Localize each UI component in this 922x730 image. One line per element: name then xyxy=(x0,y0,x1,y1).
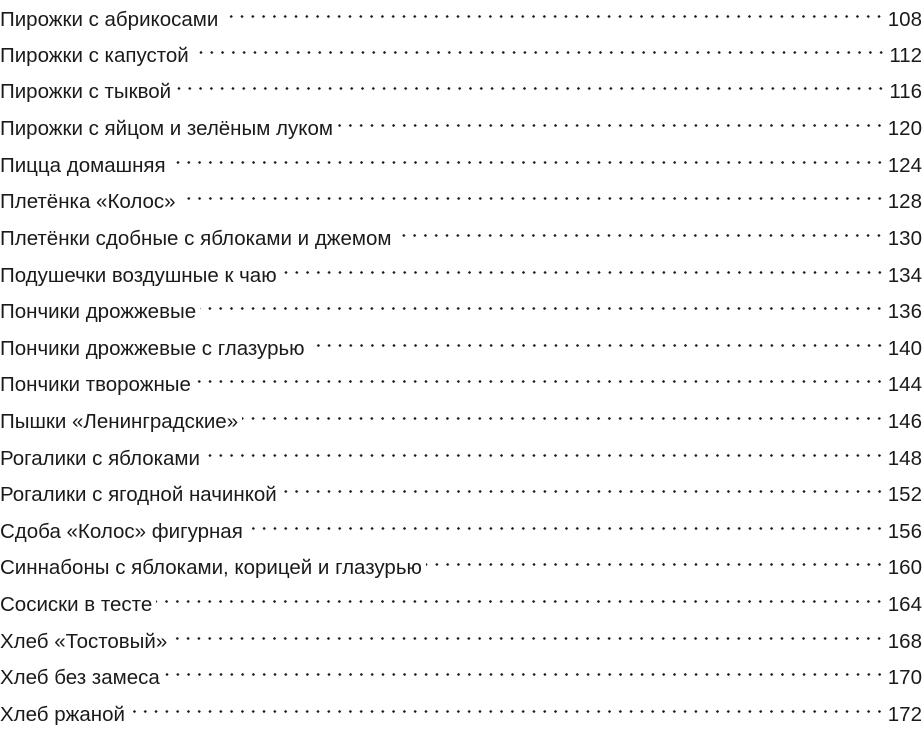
toc-entry-title: Пончики дрожжевые с глазурью xyxy=(0,337,305,360)
toc-entry[interactable] xyxy=(0,68,922,103)
toc-entry-page: 160 xyxy=(887,556,922,579)
toc-entry[interactable] xyxy=(0,215,922,250)
toc-entry-title: Плетёнки сдобные с яблоками и джемом xyxy=(0,227,392,250)
toc-entry[interactable] xyxy=(0,0,922,31)
toc-entry-page: 164 xyxy=(887,593,922,616)
dot-leader xyxy=(170,142,885,172)
toc-entry-title: Хлеб без замеса xyxy=(0,666,160,689)
toc-entry[interactable] xyxy=(0,471,922,506)
dot-leader xyxy=(281,471,885,501)
toc-entry-title: Пицца домашняя xyxy=(0,154,166,177)
toc-entry-title: Пирожки с абрикосами xyxy=(0,8,219,31)
toc-entry-title: Пирожки с капустой xyxy=(0,44,189,67)
toc-entry-page: 128 xyxy=(887,190,922,213)
toc-entry-page: 170 xyxy=(887,666,922,689)
toc-entry-title: Плетёнка «Колос» xyxy=(0,190,176,213)
toc-entry[interactable] xyxy=(0,508,922,543)
dot-leader xyxy=(204,435,885,465)
toc-entry-title: Рогалики с яблоками xyxy=(0,447,200,470)
dot-leader xyxy=(426,544,885,574)
toc-entry-title: Пирожки с тыквой xyxy=(0,80,172,103)
dot-leader xyxy=(337,105,885,135)
toc-entry-page: 168 xyxy=(887,630,922,653)
toc-entry-page: 156 xyxy=(887,520,922,543)
toc-entry-page: 172 xyxy=(887,703,922,726)
dot-leader xyxy=(175,68,886,98)
toc-entry-title: Сдоба «Колос» фигурная xyxy=(0,520,243,543)
toc-entry-page: 120 xyxy=(887,117,922,140)
dot-leader xyxy=(222,0,884,26)
toc-entry-title: Пончики дрожжевые xyxy=(0,300,197,323)
toc-entry-title: Хлеб «Тостовый» xyxy=(0,630,168,653)
dot-leader xyxy=(156,581,885,611)
toc-entry-page: 136 xyxy=(887,300,922,323)
toc-entry-title: Рогалики с ягодной начинкой xyxy=(0,483,277,506)
toc-entry[interactable] xyxy=(0,178,922,213)
toc-entry[interactable] xyxy=(0,654,922,689)
dot-leader xyxy=(129,691,885,721)
toc-entry-title: Синнабоны с яблоками, корицей и глазурью xyxy=(0,556,422,579)
toc-entry-page: 130 xyxy=(887,227,922,250)
toc-entry-page: 116 xyxy=(889,80,922,103)
toc-entry-title: Пышки «Ленинградские» xyxy=(0,410,239,433)
toc-entry[interactable] xyxy=(0,581,922,616)
dot-leader xyxy=(180,178,885,208)
toc-entry-title: Пончики творожные xyxy=(0,373,191,396)
toc-entry[interactable] xyxy=(0,142,922,177)
toc-entry-title: Подушечки воздушные к чаю xyxy=(0,264,277,287)
toc-entry-page: 146 xyxy=(887,410,922,433)
toc-entry-page: 148 xyxy=(887,447,922,470)
toc-entry[interactable] xyxy=(0,252,922,287)
dot-leader xyxy=(164,654,885,684)
toc-entry[interactable] xyxy=(0,435,922,470)
toc-entry[interactable] xyxy=(0,105,922,140)
dot-leader xyxy=(171,618,885,648)
dot-leader xyxy=(200,288,885,318)
toc-entry[interactable] xyxy=(0,544,922,579)
dot-leader xyxy=(281,252,885,282)
toc-entry[interactable] xyxy=(0,618,922,653)
toc-entry-page: 124 xyxy=(887,154,922,177)
toc-entry[interactable] xyxy=(0,325,922,360)
toc-entry-page: 134 xyxy=(887,264,922,287)
toc-entry-page: 112 xyxy=(889,44,922,67)
toc-entry-title: Пирожки с яйцом и зелёным луком xyxy=(0,117,333,140)
dot-leader xyxy=(309,325,885,355)
toc-entry-page: 152 xyxy=(887,483,922,506)
dot-leader xyxy=(193,32,887,62)
toc-entry[interactable] xyxy=(0,361,922,396)
toc-entry[interactable] xyxy=(0,288,922,323)
dot-leader xyxy=(395,215,884,245)
dot-leader xyxy=(195,361,885,391)
toc-entry[interactable] xyxy=(0,398,922,433)
dot-leader xyxy=(247,508,885,538)
toc-entry-title: Хлеб ржаной xyxy=(0,703,125,726)
toc-entry[interactable] xyxy=(0,691,922,726)
dot-leader xyxy=(242,398,885,428)
toc-entry-page: 108 xyxy=(887,8,922,31)
toc-entry-title: Сосиски в тесте xyxy=(0,593,153,616)
toc-entry-page: 144 xyxy=(887,373,922,396)
toc-entry-page: 140 xyxy=(887,337,922,360)
toc-entry[interactable] xyxy=(0,32,922,67)
